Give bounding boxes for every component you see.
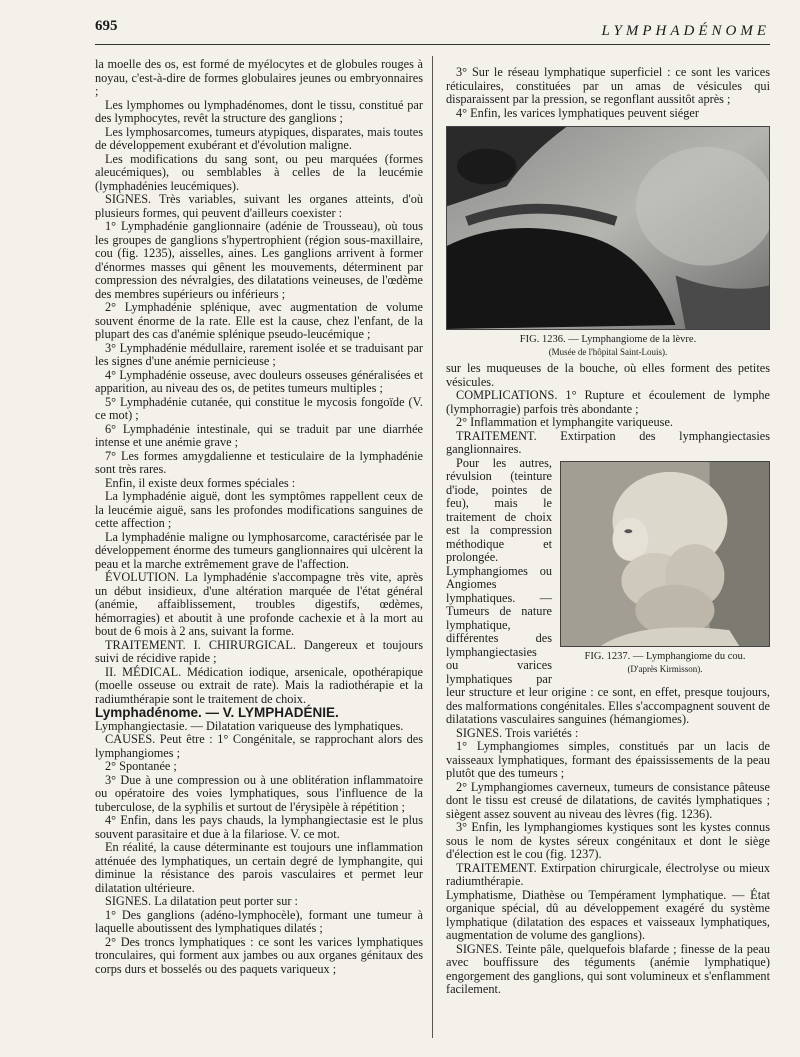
paragraph: ÉVOLUTION. La lymphadénie s'accompagne très vite, après un début insidieux, d'une altération marquée de l'état général (anémie, affaiblissement, troubles digestifs, œdèmes, hémorragies) et aboutit à une profonde cachexie et à la mort au bout de 6 mois à 2 ans, suivant la forme. [95,570,423,638]
paragraph: SIGNES. Très variables, suivant les organes atteints, d'où plusieurs formes, qui peuvent d'ailleurs coexister : [95,192,423,220]
paragraph: CAUSES. Peut être : 1° Congénitale, se rapprochant alors des lymphangiomes ; [95,732,423,760]
entry-lymphangiomes: Lymphangiomes ou Angiomes lymphatiques. — Tumeurs de nature lymphatique, différentes des lymphangiectasies ou varices lymphatiques par leur structure et leur origine : ce sont, en effet, presque toujours, des malformations congénitales. Elles s'accompagnent souvent de dilatations vasculaires sanguines (hémangiomes). [446,563,770,726]
paragraph: La lymphadénie aiguë, dont les symptômes rappellent ceux de la leucémie aiguë, sans les profondes modifications sanguines de cette affection ; [95,489,423,530]
paragraph: 4° Lymphadénie osseuse, avec douleurs osseuses généralisées et apparition, au niveau des os, de petites tumeurs multiples ; [95,367,423,395]
paragraph: Les modifications du sang sont, ou peu marquées (formes aleucémiques), ou semblables à celles de la leucémie (lymphadénies leucémiques). [95,151,423,193]
figure-lip-lymphangioma [446,126,770,358]
caption-text: FIG. 1237. — Lymphangiome du cou. [584,650,746,662]
paragraph: Les lymphomes ou lymphadénomes, dont le tissu, constitué par des lymphocytes, revêt la structure des ganglions ; [95,97,423,125]
caption-text: FIG. 1236. — Lymphangiome de la lèvre. [519,334,697,345]
paragraph: 4° Enfin, les varices lymphatiques peuvent siéger [456,105,699,120]
page-number: 695 [95,18,118,34]
paragraph: II. MÉDICAL. Médication iodique, arsenicale, opothérapique (moelle osseuse ou extrait de rate). Mais la radiothérapie et la radiumthérapie sont le traitement de choix. [95,664,423,706]
paragraph: Enfin, il existe deux formes spéciales : [105,475,296,490]
paragraph: 5° Lymphadénie cutanée, qui constitue le mycosis fongoïde (V. ce mot) ; [95,394,423,422]
paragraph: 2° Des troncs lymphatiques : ce sont les varices lymphatiques tronculaires, qui forment aux jambes ou aux organes génitaux des corps durs et bosselés ou des paquets variqueux ; [95,934,423,976]
paragraph: 2° Spontanée ; [105,759,177,773]
paragraph: SIGNES. La dilatation peut porter sur : [105,894,298,908]
paragraph: 2° Lymphangiomes caverneux, tumeurs de consistance pâteuse dont le tissu est creusé de dilatations, de cavités lymphatiques ; siègent assez souvent au niveau des lèvres (fig. 1236). [446,779,770,821]
paragraph: 6° Lymphadénie intestinale, qui se traduit par une diarrhée intense et une anémie grave ; [95,421,423,449]
paragraph: 3° Enfin, les lymphangiomes kystiques sont les kystes connus sous le nom de kystes séreux congénitaux et dont le siège d'élection est le cou (fig. 1237). [446,820,770,861]
paragraph: 4° Enfin, dans les pays chauds, la lymphangiectasie est le plus souvent parasitaire et due à la filariose. V. ce mot. [95,813,423,841]
figure-neck-lymphangioma [560,461,770,675]
entry-heading: Lymphadénome. — V. LYMPHADÉNIE. [95,705,339,720]
paragraph: La lymphadénie maligne ou lymphosarcome, caractérisée par le développement énorme des tumeurs ganglionnaires qui ulcèrent la peau et la marche extrêmement grave de l'affection. [95,529,423,571]
entry-heading: Lymphangiectasie. — Dilatation variqueuse des lymphatiques. [95,718,404,733]
paragraph: 1° Lymphangiomes simples, constitués par un lacis de vaisseaux lymphatiques, formant des épaississements de la peau plutôt que des tumeurs ; [446,739,770,780]
paragraph: En réalité, la cause déterminante est toujours une inflammation atténuée des lymphatiques, un certain degré de lymphangite, qui diminue la résistance des parois vasculaires et permet leur dilatation ultérieure. [95,840,423,895]
paragraph: Les lymphosarcomes, tumeurs atypiques, disparates, mais toutes de développement exubérant et d'évolution maligne. [95,124,423,152]
figure-caption [560,651,770,675]
paragraph: SIGNES. Trois variétés : [456,725,579,740]
paragraph: 1° Lymphadénie ganglionnaire (adénie de Trousseau), où tous les groupes de ganglions s'hypertrophient (région sous-maxillaire, cou (fig. 1235), aisselles, aines. Les ganglions arrivent à former d'énormes masses qui gênent les mouvements, déterminent par compression des névralgies, des dilatations veineuses, de l'œdème des membres supérieurs ou inférieurs ; [95,219,423,301]
child-photo [560,461,770,647]
running-head: LYMPHADÉNOME [601,23,770,39]
paragraph: 3° Lymphadénie médullaire, rarement isolée et se traduisant par les signes d'une anémie pernicieuse ; [95,340,423,368]
paragraph: COMPLICATIONS. 1° Rupture et écoulement de lymphe (lymphorragie) parfois très abondante ; [446,388,770,416]
entry-lymphatisme: Lymphatisme, Diathèse ou Tempérament lymphatique. — État organique spécial, dû au développement exagéré du système lymphatique (dilatation des espaces et vaisseaux lymphatiques, augmentation de volume des ganglions). [446,887,770,942]
column-divider [432,56,433,1038]
paragraph: Pour les autres, révulsion (teinture d'iode, pointes de feu), mais le traitement de choix est la compression méthodique et prolongée. [446,455,552,564]
paragraph: 2° Lymphadénie splénique, avec augmentation de volume souvent énorme de la rate. Elle est la cause, chez l'enfant, de la plupart des cas d'anémie splénique pseudo-leucémique ; [95,300,423,341]
left-column [95,58,423,976]
paragraph: 3° Sur le réseau lymphatique superficiel : ce sont les varices réticulaires, constituées par un amas de vésicules qui disparaissent par la pression, se regonflant aussitôt après ; [446,65,770,106]
paragraph: SIGNES. Teinte pâle, quelquefois blafarde ; finesse de la peau avec bouffissure des téguments (anémie lymphatique) engorgement des ganglions, qui sont volumineux et s'enflamment facilement. [446,941,770,996]
paragraph: TRAITEMENT. Extirpation des lymphangiectasies ganglionnaires. [446,428,770,456]
paragraph: TRAITEMENT. I. CHIRURGICAL. Dangereux et toujours suivi de récidive rapide ; [95,637,423,665]
paragraph: 1° Des ganglions (adéno-lymphocèle), formant une tumeur à laquelle aboutissent des lymphatiques dilatés ; [95,907,423,935]
caption-source: (Musée de l'hôpital Saint-Louis). [548,347,668,357]
header-rule [95,44,770,45]
right-column [446,66,770,997]
caption-source: (D'après Kirmisson). [627,663,703,674]
paragraph: 2° Inflammation et lymphangite variqueuse. [456,415,673,429]
paragraph: 3° Due à une compression ou à une oblitération inflammatoire ou opératoire des voies lymphatiques, sous l'influence de la tuberculose, de la syphilis et surtout de l'érysipèle à répétition ; [95,772,423,814]
paragraph: 7° Les formes amygdalienne et testiculaire de la lymphadénie sont très rares. [95,448,423,476]
paragraph: sur les muqueuses de la bouche, où elles forment des petites vésicules. [446,361,770,389]
lip-photo [446,126,770,330]
figure-caption [446,334,770,358]
paragraph: TRAITEMENT. Extirpation chirurgicale, électrolyse ou mieux radiumthérapie. [446,860,770,888]
paragraph: la moelle des os, est formé de myélocytes et de globules rouges à noyau, c'est-à-dire de formes globulaires jeunes ou embryonnaires ; [95,57,423,98]
